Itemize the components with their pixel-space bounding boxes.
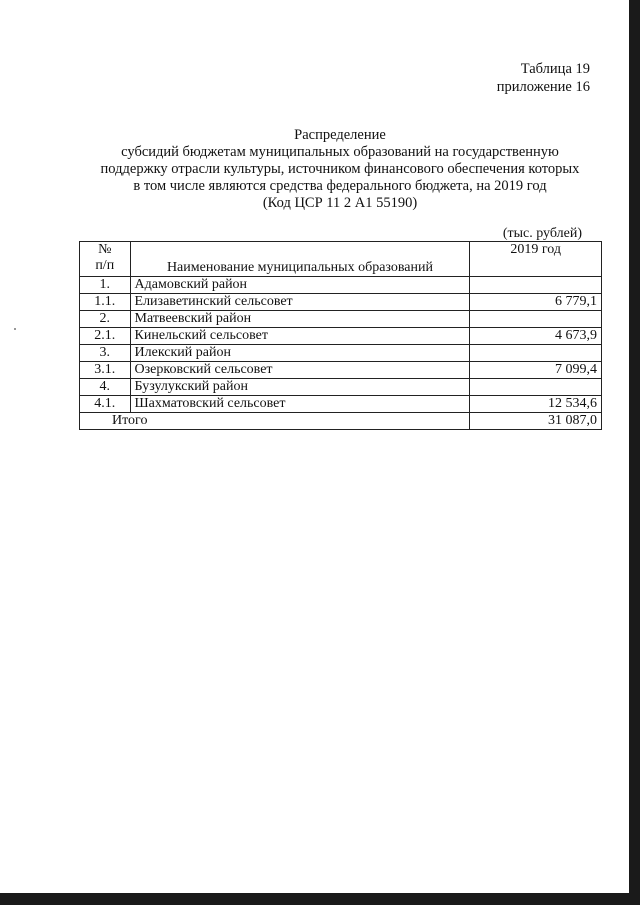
document-header bbox=[497, 60, 590, 96]
table-row bbox=[80, 277, 602, 294]
table-row bbox=[80, 294, 602, 311]
row-name: Бузулукский район bbox=[130, 379, 470, 396]
table-row bbox=[80, 345, 602, 362]
row-num: 1.1. bbox=[80, 294, 131, 311]
distribution-table bbox=[79, 241, 602, 430]
row-value: 6 779,1 bbox=[470, 294, 602, 311]
table-row bbox=[80, 379, 602, 396]
table-row bbox=[80, 362, 602, 379]
table-row bbox=[80, 311, 602, 328]
row-num: 2. bbox=[80, 311, 131, 328]
header-num-line1: № bbox=[98, 242, 112, 257]
row-num: 4.1. bbox=[80, 396, 131, 413]
title-line-5: (Код ЦСР 11 2 А1 55190) bbox=[262, 195, 418, 211]
row-value: 7 099,4 bbox=[470, 362, 602, 379]
row-value bbox=[470, 345, 602, 362]
header-num-line2: п/п bbox=[95, 258, 115, 273]
header-name-cell: Наименование муниципальных образований bbox=[130, 242, 470, 277]
table-header-row bbox=[80, 242, 602, 277]
table-row bbox=[80, 328, 602, 345]
row-name: Адамовский район bbox=[130, 277, 470, 294]
row-value: 4 673,9 bbox=[470, 328, 602, 345]
row-num: 3.1. bbox=[80, 362, 131, 379]
title-line-3: поддержку отрасли культуры, источником финансового обеспечения которых bbox=[100, 161, 580, 177]
row-value: 12 534,6 bbox=[470, 396, 602, 413]
row-value bbox=[470, 277, 602, 294]
header-num-cell bbox=[80, 242, 131, 277]
row-value bbox=[470, 379, 602, 396]
scan-border-right bbox=[629, 0, 640, 905]
scan-speck bbox=[14, 328, 16, 330]
scan-border-bottom bbox=[0, 893, 640, 905]
row-name: Кинельский сельсовет bbox=[130, 328, 470, 345]
row-name: Елизаветинский сельсовет bbox=[130, 294, 470, 311]
total-row bbox=[80, 413, 602, 430]
title-line-1: Распределение bbox=[294, 127, 386, 143]
row-num: 1. bbox=[80, 277, 131, 294]
units-label: (тыс. рублей) bbox=[502, 226, 582, 241]
document-title bbox=[90, 127, 590, 212]
appendix-label: приложение 16 bbox=[496, 79, 590, 95]
row-num: 4. bbox=[80, 379, 131, 396]
row-value bbox=[470, 311, 602, 328]
total-label: Итого bbox=[80, 413, 470, 430]
row-num: 3. bbox=[80, 345, 131, 362]
title-line-4: в том числе являются средства федерального бюджета, на 2019 год bbox=[133, 178, 547, 194]
header-year-cell: 2019 год bbox=[470, 242, 602, 277]
total-value: 31 087,0 bbox=[470, 413, 602, 430]
table-row bbox=[80, 396, 602, 413]
row-name: Илекский район bbox=[130, 345, 470, 362]
row-num: 2.1. bbox=[80, 328, 131, 345]
title-line-2: субсидий бюджетам муниципальных образований на государственную bbox=[121, 144, 559, 160]
table-number: Таблица 19 bbox=[520, 61, 590, 77]
row-name: Озерковский сельсовет bbox=[130, 362, 470, 379]
row-name: Шахматовский сельсовет bbox=[130, 396, 470, 413]
row-name: Матвеевский район bbox=[130, 311, 470, 328]
